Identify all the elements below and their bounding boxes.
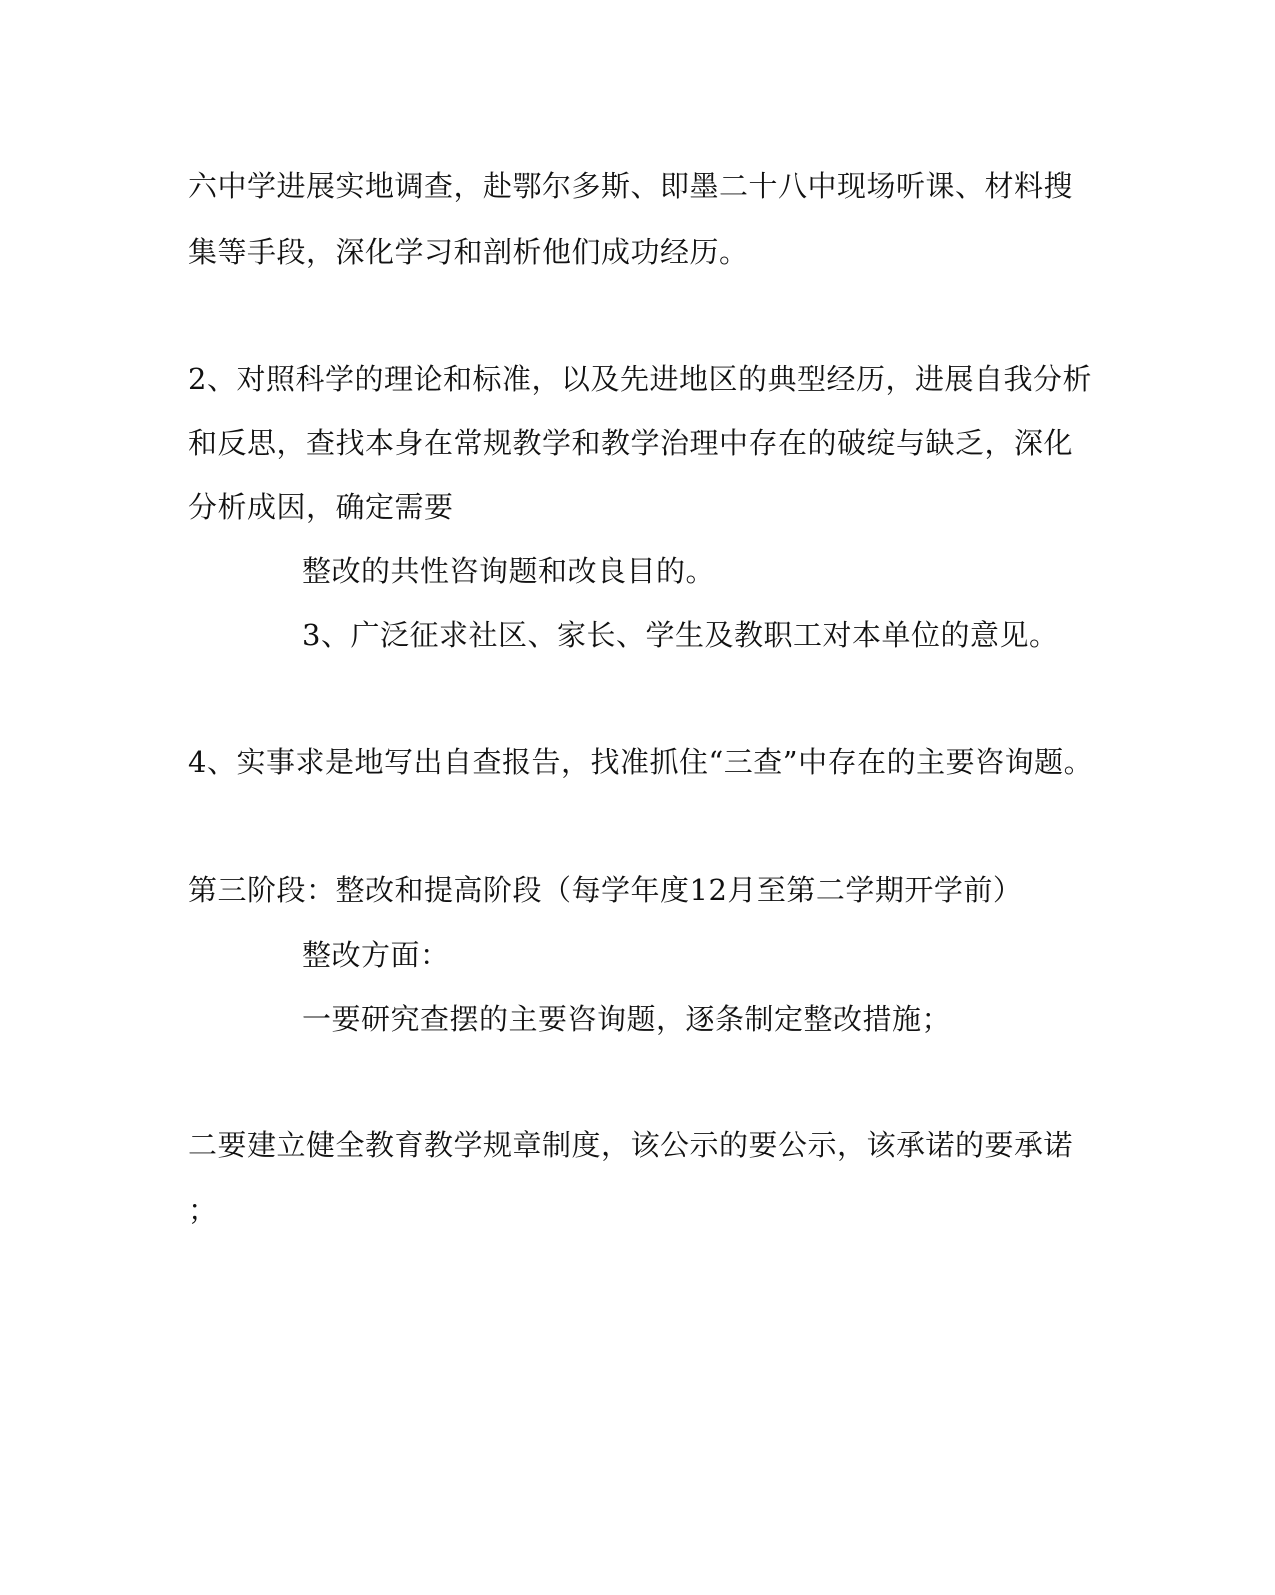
paragraph-line: 4、实事求是地写出自查报告，找准抓住“三查”中存在的主要咨询题。 xyxy=(188,745,1094,779)
paragraph-line: ； xyxy=(188,1193,218,1227)
paragraph-line: 集等手段，深化学习和剖析他们成功经历。 xyxy=(188,235,749,269)
paragraph-line: 一要研究查摆的主要咨询题，逐条制定整改措施； xyxy=(302,1002,952,1036)
paragraph-line: 3、广泛征求社区、家长、学生及教职工对本单位的意见。 xyxy=(302,618,1059,652)
paragraph-line: 分析成因，确定需要 xyxy=(188,490,454,524)
paragraph-line: 整改方面： xyxy=(302,938,450,972)
paragraph-line: 整改的共性咨询题和改良目的。 xyxy=(302,554,716,588)
paragraph-line: 2、对照科学的理论和标准，以及先进地区的典型经历，进展自我分析 xyxy=(188,362,1092,396)
paragraph-line: 和反思，查找本身在常规教学和教学治理中存在的破绽与缺乏，深化 xyxy=(188,426,1074,460)
paragraph-line: 二要建立健全教育教学规章制度，该公示的要公示，该承诺的要承诺 xyxy=(188,1128,1074,1162)
section-heading: 第三阶段：整改和提高阶段（每学年度12月至第二学期开学前） xyxy=(188,873,1023,907)
paragraph-line: 六中学进展实地调查，赴鄂尔多斯、即墨二十八中现场听课、材料搜 xyxy=(188,169,1074,203)
